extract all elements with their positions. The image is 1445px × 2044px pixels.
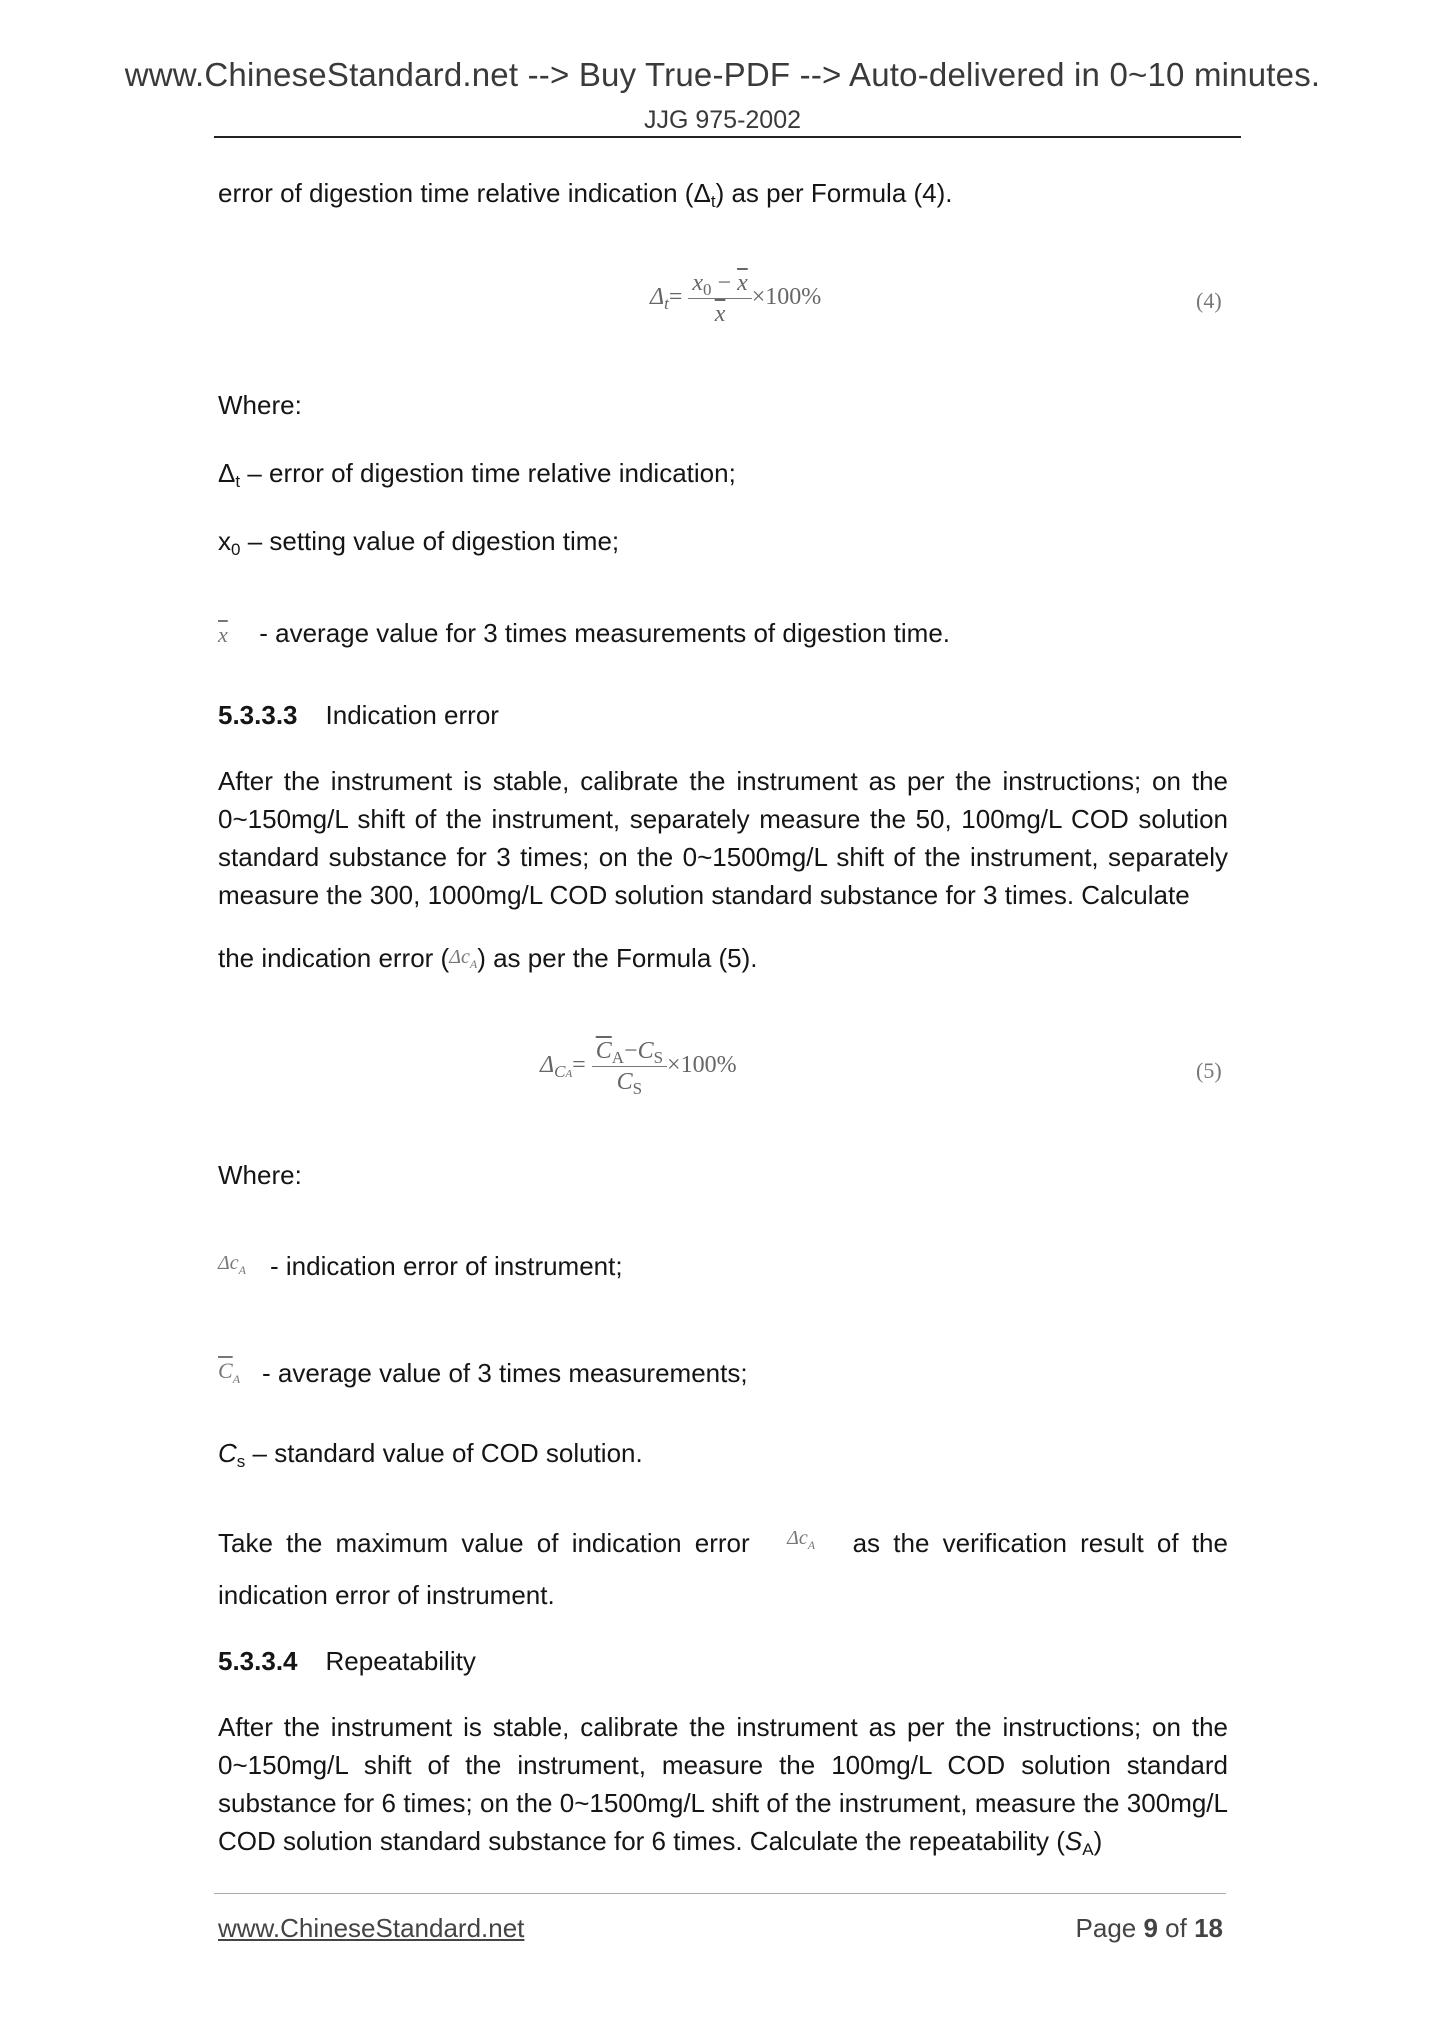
footer-site-link[interactable]: www.ChineseStandard.net xyxy=(218,1913,525,1943)
section-5334-heading: 5.3.3.4 Repeatability xyxy=(218,1646,476,1676)
formula-5-number: (5) xyxy=(1196,1058,1222,1083)
standard-number: JJG 975-2002 xyxy=(643,106,802,134)
formula-5: $\Delta_{CA}=$ $\frac{\overline{C}_A-C_S}{C_S}$ ×100% xyxy=(540,1038,737,1098)
header-divider xyxy=(214,136,1241,138)
page-indicator: Page 9 of 18 xyxy=(1075,1913,1223,1943)
definition-ca-bar: $\overline{C}_A$ - average value of 3 times measurements; xyxy=(218,1352,748,1392)
formula-4-number: (4) xyxy=(1196,288,1222,313)
delta-ca-symbol: $\Delta c_A$ xyxy=(449,946,478,971)
definition-delta-ca: $\Delta c_A$ - indication error of instrument; xyxy=(218,1244,623,1285)
section-5333-line-final: the indication error $(\Delta c_A)$ as per the Formula (5). xyxy=(218,943,758,973)
x-bar-symbol: $\overline{x}$ xyxy=(218,622,228,647)
formula-5-fraction: $\frac{\overline{C}_A-C_S}{C_S}$ xyxy=(592,1036,667,1097)
intro-line: error of digestion time relative indication $(\Delta_t)$ as per Formula (4). xyxy=(218,178,953,211)
delta-ca-symbol: $\Delta c_A$ xyxy=(218,1252,246,1277)
definition-cs: $C_s$ – standard value of COD solution. xyxy=(218,1438,643,1471)
definition-x-bar: $\overline{x}$ - average value for 3 times measurements of digestion time. xyxy=(218,614,950,654)
where-label-1: Where: xyxy=(218,390,302,420)
section-5333-paragraph: After the instrument is stable, calibrate the instrument as per the instructions; on the 0~150mg/L shift of the instrument, separately measure the 50, 100mg/L COD solution standard substance for 3 times; on the 0~1500mg/L shift of the instrument, separately measure the 300, 1000mg/L COD solution standard substance for 3 times. Calculate xyxy=(218,766,1228,910)
definition-delta-t: $\Delta_t$ – error of digestion time relative indication; xyxy=(218,458,736,491)
section-5334-paragraph: After the instrument is stable, calibrate the instrument as per the instructions; on the 0~150mg/L shift of the instrument, measure the 100mg/L COD solution standard substance for 6 times; on the 0~1500mg/L shift of the instrument, measure the 300mg/L COD solution standard substance for 6 times. Calculate the repeatability $(S_A)$ xyxy=(218,1712,1228,1859)
section-5333-heading: 5.3.3.3 Indication error xyxy=(218,700,499,730)
ca-bar-symbol: $\overline{C}_A$ xyxy=(218,1358,241,1386)
delta-ca-symbol: $\Delta c_A$ xyxy=(787,1527,816,1552)
site-banner: www.ChineseStandard.net --> Buy True-PDF --> Auto-delivered in 0~10 minutes. xyxy=(124,56,1321,93)
formula-4: $\Delta_t=$ $\frac{x_0 - \overline{x}}{x}$ ×100% xyxy=(650,270,822,327)
definition-x0: $x_0$ – setting value of digestion time; xyxy=(218,526,620,559)
formula-4-fraction: $\frac{x_0 - \overline{x}}{x}$ xyxy=(688,268,751,329)
take-max-line: Take the maximum value of indication error $\Delta c_A$ as the verification result of the xyxy=(218,1524,1228,1565)
footer-divider xyxy=(214,1893,1226,1894)
where-label-2: Where: xyxy=(218,1160,302,1190)
take-max-line-2: indication error of instrument. xyxy=(218,1580,555,1610)
